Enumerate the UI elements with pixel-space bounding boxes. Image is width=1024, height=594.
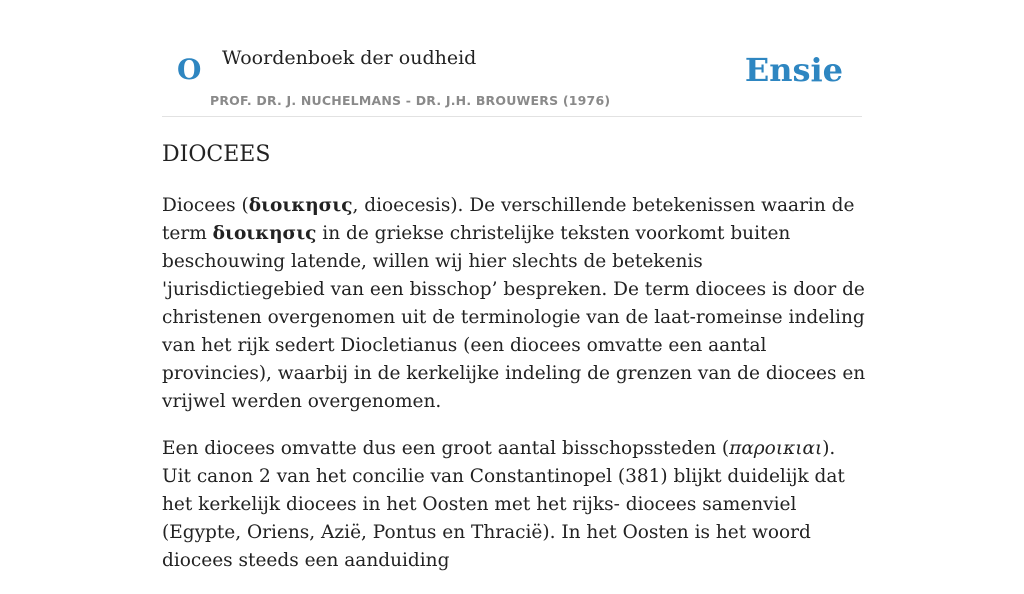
paragraph-text: Een diocees omvatte dus een groot aantal bisschopssteden ( [162,438,730,459]
entry-body [162,192,866,594]
greek-term: διοικησις [248,195,353,216]
paragraph-text: in de griekse christelijke teksten voorkomt buiten beschouwing latende, willen wij hier slechts de betekenis 'jurisdictiegebied van een bisschop’ bespreken. De term diocees is door de christenen overgenomen uit de terminologie van de laat-romeinse indeling van het rijk sedert Diocletianus (een diocees omvatte een aantal provincies), waarbij in de kerkelijke indeling de grenzen van de diocees en vrijwel werden overgenomen. [162,223,866,412]
index-letter[interactable]: O [177,53,202,86]
book-authors: PROF. DR. J. NUCHELMANS - DR. J.H. BROUWERS (1976) [210,93,611,108]
book-title[interactable]: Woordenboek der oudheid [222,47,477,69]
greek-term: διοικησις [212,223,317,244]
entry-paragraph-2 [162,435,866,575]
ensie-logo[interactable]: Ensie [744,51,843,89]
paragraph-text: , dioecesis). De verschillende betekenissen waarin de term [162,195,855,244]
entry-title: DIOCEES [162,142,271,167]
paragraph-text: ). Uit canon 2 van het concilie van Constantinopel (381) blijkt duidelijk dat het kerkelijk diocees in het Oosten met het rijks- diocees samenviel (Egypte, Oriens, Azië, Pontus en Thracië). In het Oosten is het woord diocees steeds een aanduiding [162,438,845,571]
dictionary-header [162,0,862,117]
entry-paragraph-1 [162,192,866,416]
greek-term: παροικιαι [729,438,823,459]
paragraph-text: Diocees ( [162,195,249,216]
